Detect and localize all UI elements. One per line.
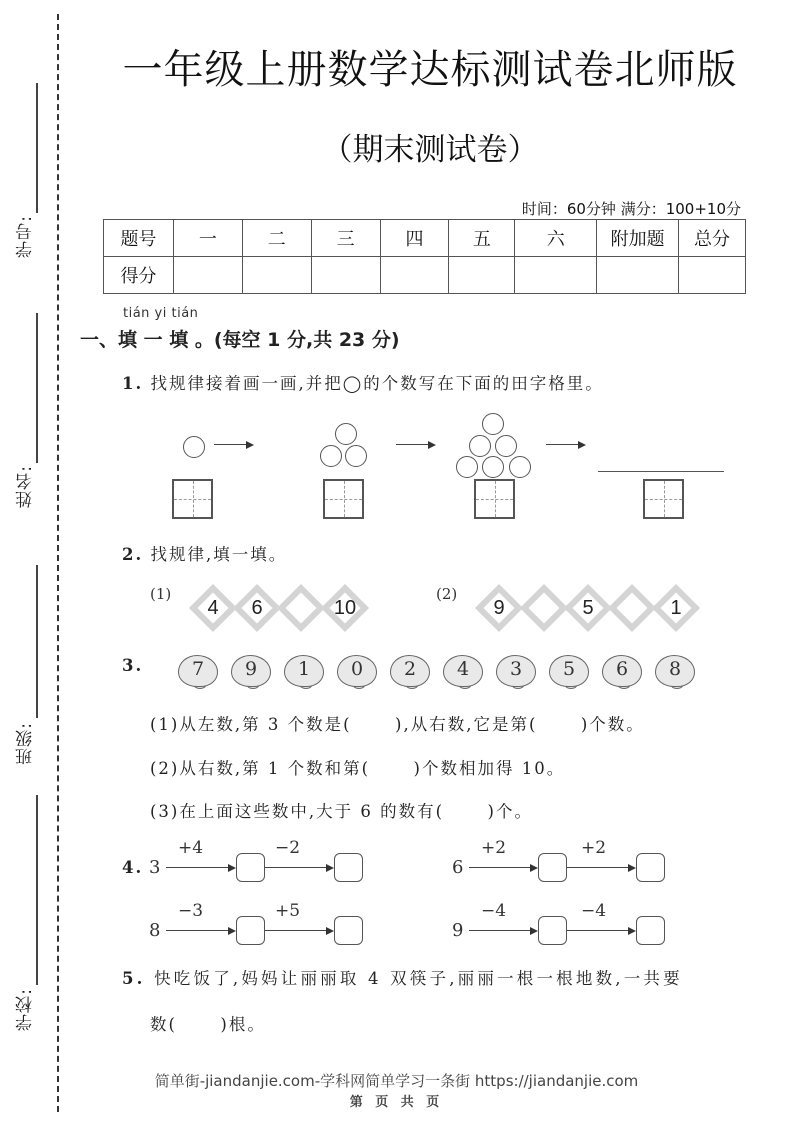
- diamond-cell[interactable]: [277, 584, 325, 632]
- column-header: 总分: [679, 220, 746, 257]
- tian-grid-box[interactable]: [172, 479, 213, 519]
- score-table: [103, 219, 746, 294]
- question-number: 4.: [122, 858, 144, 877]
- column-header: 二: [242, 220, 311, 257]
- drawing-answer-line[interactable]: [598, 471, 724, 472]
- page-number: 第 页 共 页: [349, 1095, 444, 1110]
- score-cell[interactable]: [597, 257, 679, 294]
- shell-icon: 1: [284, 655, 324, 691]
- student-id-line: [36, 83, 38, 213]
- page-title: 一年级上册数学达标测试卷北师版: [122, 47, 738, 93]
- column-header: 四: [380, 220, 449, 257]
- question-text: 快吃饭了,妈妈让丽丽取 4 双筷子,丽丽一根一根地数,一共要: [154, 969, 683, 988]
- diamond-cell[interactable]: [520, 584, 568, 632]
- section-points: (每空 1 分,共 23 分): [213, 329, 400, 351]
- operation-label: +5: [275, 901, 301, 921]
- student-id-label: 学号:: [16, 215, 36, 258]
- arrow-right-icon: [214, 444, 252, 445]
- table-row: [104, 220, 746, 257]
- question-3-sub-2: (2)从右数,第 1 个数和第( )个数相加得 10。: [150, 759, 566, 778]
- operation-label: −2: [275, 838, 301, 858]
- name-label: 姓名:: [16, 465, 36, 508]
- arrow-right-icon: [567, 930, 634, 931]
- row-header: 题号: [104, 220, 174, 257]
- question-3: [122, 656, 143, 675]
- diamond-value: 10: [333, 597, 357, 619]
- operation-label: −4: [581, 901, 607, 921]
- row-header: 得分: [104, 257, 174, 294]
- answer-box[interactable]: [538, 853, 567, 882]
- score-cell[interactable]: [173, 257, 242, 294]
- name-line: [36, 313, 38, 463]
- question-3-sub-3: (3)在上面这些数中,大于 6 的数有( )个。: [150, 802, 533, 821]
- diamond-value: 4: [207, 597, 219, 619]
- question-text: 找规律,填一填。: [150, 545, 288, 564]
- shell-icon: 4: [443, 655, 483, 691]
- shell-icon: 5: [549, 655, 589, 691]
- score-cell[interactable]: [311, 257, 380, 294]
- arrow-right-icon: [265, 930, 332, 931]
- question-4: [122, 858, 143, 877]
- answer-box[interactable]: [334, 916, 363, 945]
- diamond-value: 6: [251, 597, 263, 619]
- chain-start-value: 6: [452, 857, 464, 878]
- circle-icon: [320, 445, 342, 467]
- arrow-right-icon: [166, 867, 234, 868]
- class-label: 班级:: [16, 722, 36, 765]
- score-cell[interactable]: [380, 257, 449, 294]
- diamond-value: 9: [493, 597, 505, 619]
- class-line: [36, 565, 38, 718]
- shell-icon: 2: [390, 655, 430, 691]
- question-number: 3.: [122, 656, 144, 675]
- shell-icon: 8: [655, 655, 695, 691]
- column-header: 三: [311, 220, 380, 257]
- question-text: 找规律接着画一画,并把◯的个数写在下面的田字格里。: [150, 374, 604, 393]
- chain-start-value: 3: [149, 857, 161, 878]
- section-title-text: 一、填 一 填 。: [80, 329, 214, 351]
- question-5-line-2: 数( )根。: [150, 1015, 266, 1034]
- question-1: [122, 370, 604, 394]
- operation-label: +2: [581, 838, 607, 858]
- tian-grid-box[interactable]: [643, 479, 684, 519]
- section-pinyin: tián yi tián: [123, 306, 199, 321]
- answer-box[interactable]: [236, 916, 265, 945]
- operation-label: −3: [178, 901, 204, 921]
- operation-label: +4: [178, 838, 204, 858]
- circle-icon: [345, 445, 367, 467]
- answer-box[interactable]: [636, 853, 665, 882]
- arrow-right-icon: [567, 867, 634, 868]
- answer-box[interactable]: [334, 853, 363, 882]
- chain-start-value: 8: [149, 920, 161, 941]
- shell-icon: 6: [602, 655, 642, 691]
- score-cell[interactable]: [242, 257, 311, 294]
- score-cell[interactable]: [515, 257, 597, 294]
- question-number: 1.: [122, 374, 144, 393]
- answer-box[interactable]: [538, 916, 567, 945]
- answer-box[interactable]: [236, 853, 265, 882]
- circle-icon: [335, 423, 357, 445]
- question-number: 5.: [122, 969, 146, 988]
- sub-question-label: (2): [436, 585, 458, 603]
- page-subtitle: （期末测试卷）: [321, 132, 539, 168]
- arrow-right-icon: [265, 867, 332, 868]
- operation-label: −4: [481, 901, 507, 921]
- circle-icon: [183, 436, 205, 458]
- exam-meta: 时间：60分钟 满分：100+10分: [521, 200, 741, 218]
- circle-icon: [509, 456, 531, 478]
- footer-watermark: 简单街-jiandanjie.com-学科网简单学习一条街 https://jiandanjie.com: [154, 1072, 639, 1090]
- question-3-sub-1: (1)从左数,第 3 个数是( ),从右数,它是第( )个数。: [150, 715, 645, 734]
- arrow-right-icon: [469, 930, 536, 931]
- circle-icon: [482, 413, 504, 435]
- chain-start-value: 9: [452, 920, 464, 941]
- shell-icon: 3: [496, 655, 536, 691]
- arrow-right-icon: [166, 930, 234, 931]
- table-row: [104, 257, 746, 294]
- column-header: 一: [173, 220, 242, 257]
- score-cell[interactable]: [679, 257, 746, 294]
- shell-icon: 7: [178, 655, 218, 691]
- answer-box[interactable]: [636, 916, 665, 945]
- arrow-right-icon: [396, 444, 434, 445]
- circle-icon: [495, 435, 517, 457]
- circle-icon: [482, 456, 504, 478]
- column-header: 六: [515, 220, 597, 257]
- section-title: [80, 325, 400, 352]
- column-header: 附加题: [597, 220, 679, 257]
- arrow-right-icon: [546, 444, 584, 445]
- arrow-right-icon: [469, 867, 536, 868]
- question-5: [122, 965, 683, 989]
- question-number: 2.: [122, 545, 144, 564]
- diamond-cell[interactable]: [608, 584, 656, 632]
- circle-icon: [456, 456, 478, 478]
- tian-grid-box[interactable]: [323, 479, 364, 519]
- diamond-value: 5: [582, 597, 594, 619]
- operation-label: +2: [481, 838, 507, 858]
- tian-grid-box[interactable]: [474, 479, 515, 519]
- diamond-value: 1: [670, 597, 682, 619]
- column-header: 五: [449, 220, 515, 257]
- score-cell[interactable]: [449, 257, 515, 294]
- circle-icon: [469, 435, 491, 457]
- binding-dashed-line: [57, 14, 59, 1112]
- shell-icon: 9: [231, 655, 271, 691]
- school-label: 学校:: [16, 988, 36, 1031]
- sub-question-label: (1): [150, 585, 172, 603]
- shell-icon: 0: [337, 655, 377, 691]
- school-line: [36, 795, 38, 985]
- question-2: [122, 541, 287, 565]
